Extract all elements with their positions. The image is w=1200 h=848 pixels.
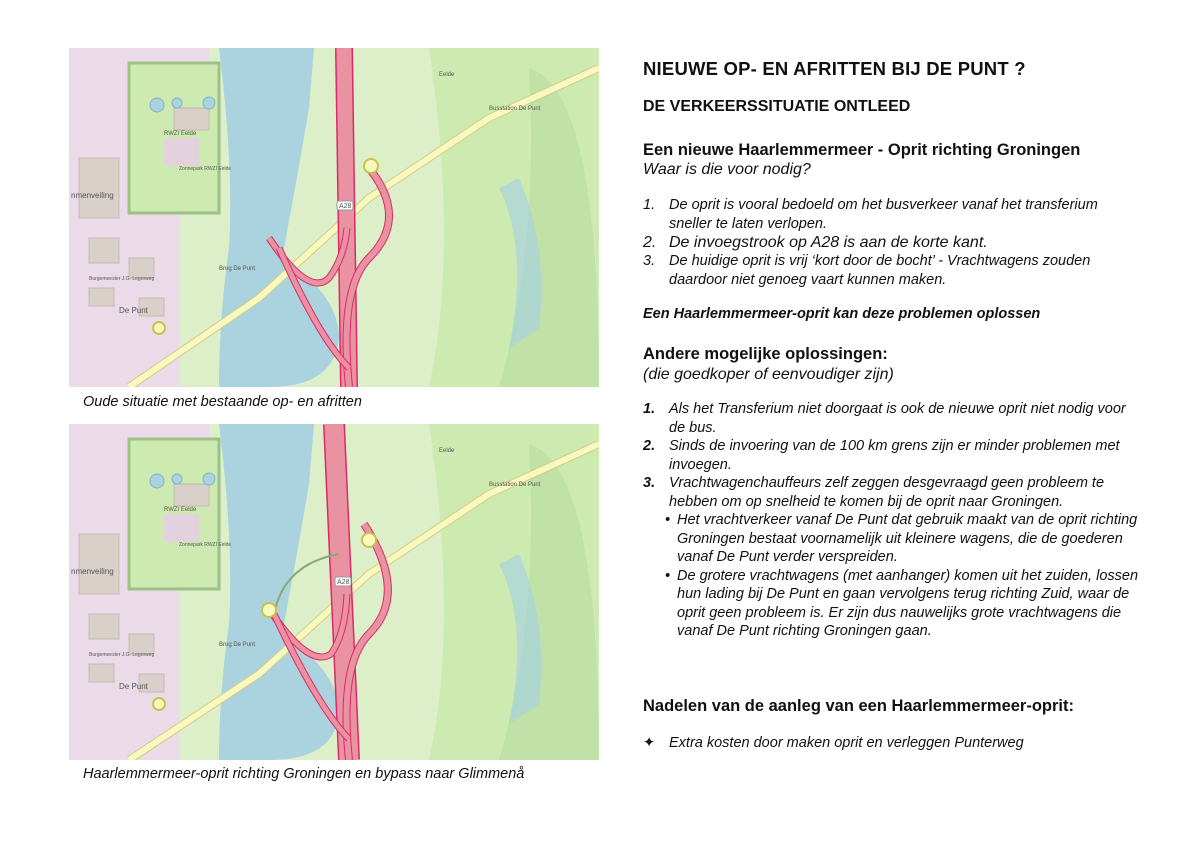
bullet-item: • De grotere vrachtwagens (met aanhanger) komen uit het zuiden, lossen hun lading bij De Punt en gaan vervolgens terug richting Zuid, waar de oprit geen probleem is. Er zijn dus nauwelijks grote vrachtwagens die vanaf De Punt richting Groningen gaan. [665,567,1139,639]
list-item: 1. De oprit is vooral bedoeld om het busverkeer vanaf het transferium sneller te laten verlopen. [643,197,1098,232]
map-old-svg [69,48,599,387]
section2-bullets [665,511,1143,641]
list-item: 2. Sinds de invoering van de 100 km grens zijn er minder problemen met invoegen. [643,438,1120,473]
svg-text:RWZI Eelde: RWZI Eelde [164,507,197,513]
roundabout-east [364,159,378,173]
svg-text:Eelde: Eelde [439,72,455,78]
section1-conclusion: Een Haarlemmermeer-oprit kan deze problemen oplossen [643,306,1041,322]
list-item: ✦ Extra kosten door maken oprit en verleggen Punterweg [643,735,1024,751]
svg-text:Zonnepark RWZI Eelde: Zonnepark RWZI Eelde [179,166,232,172]
svg-text:nmenveiling: nmenveiling [71,191,114,200]
bullet-item: • Het vrachtverkeer vanaf De Punt dat gebruik maakt van de oprit richting Groningen bestaat voornamelijk uit kleinere wagens, die de goederen vanaf De Punt verder verspreiden. [665,512,1138,565]
section3-heading: Nadelen van de aanleg van een Haarlemmermeer-oprit: [643,697,1074,715]
list-item: 3. De huidige oprit is vrij ‘kort door de bocht’ - Vrachtwagens zouden daardoor niet genoeg vaart kunnen maken. [643,253,1091,288]
svg-text:Burgemeester J.G. Legroweg: Burgemeester J.G. Legroweg [89,276,155,282]
svg-text:Busstation De Punt: Busstation De Punt [489,106,541,112]
map-old-situation [69,48,599,387]
list-item: 1. Als het Transferium niet doorgaat is ook de nieuwe oprit niet nodig voor de bus. [643,401,1126,436]
map-new-svg [69,424,599,760]
page-subtitle: DE VERKEERSSITUATIE ONTLEED [643,98,911,115]
list-item: 2. De invoegstrook op A28 is aan de korte kant. [643,234,988,251]
svg-text:Zonnepark RWZI Eelde: Zonnepark RWZI Eelde [179,542,232,548]
map-caption-old: Oude situatie met bestaande op- en afritten [83,394,362,410]
svg-text:Brug De Punt: Brug De Punt [219,266,256,272]
svg-text:Brug De Punt: Brug De Punt [219,642,256,648]
section2-list [643,400,1143,641]
section1-question: Waar is die voor nodig? [643,161,811,178]
section3-list [643,734,1143,753]
map-new-situation [69,424,599,760]
section1-list [643,196,1143,289]
svg-text:nmenveiling: nmenveiling [71,567,114,576]
list-item: 3. Vrachtwagenchauffeurs zelf zeggen desgevraagd geen probleem te hebben om op snelheid te komen bij de oprit naar Groningen. • Het vrachtverkeer vanaf De Punt dat gebruik maakt van de oprit richting Groningen bestaat voornamelijk uit kleinere wagens, die de goederen vanaf De Punt verder verspreiden. • De grotere vrachtwagens (met aanhanger) komen uit het zuiden, lossen hun lading bij De Punt en gaan vervolgens terug richting Zuid, waar de oprit geen probleem is. Er zijn dus nauwelijks grote vrachtwagens die vanaf De Punt richting Groningen gaan. [643,474,1143,641]
svg-text:De Punt: De Punt [119,682,148,691]
svg-text:De Punt: De Punt [119,306,148,315]
svg-text:A28: A28 [337,579,350,586]
roundabout-west [153,322,165,334]
map-caption-new: Haarlemmermeer-oprit richting Groningen en bypass naar Glimmenå [83,766,525,782]
svg-text:Eelde: Eelde [439,448,455,454]
star-icon: ✦ [643,735,656,751]
page-title: NIEUWE OP- EN AFRITTEN BIJ DE PUNT ? [643,58,1026,79]
svg-text:A28: A28 [339,203,352,210]
svg-text:Busstation De Punt: Busstation De Punt [489,482,541,488]
section2-heading: Andere mogelijke oplossingen: [643,345,888,363]
section1-heading: Een nieuwe Haarlemmermeer - Oprit richting Groningen [643,141,1081,159]
svg-text:RWZI Eelde: RWZI Eelde [164,131,197,137]
svg-text:Burgemeester J.G. Legroweg: Burgemeester J.G. Legroweg [89,652,155,658]
section2-sub: (die goedkoper of eenvoudiger zijn) [643,366,894,383]
